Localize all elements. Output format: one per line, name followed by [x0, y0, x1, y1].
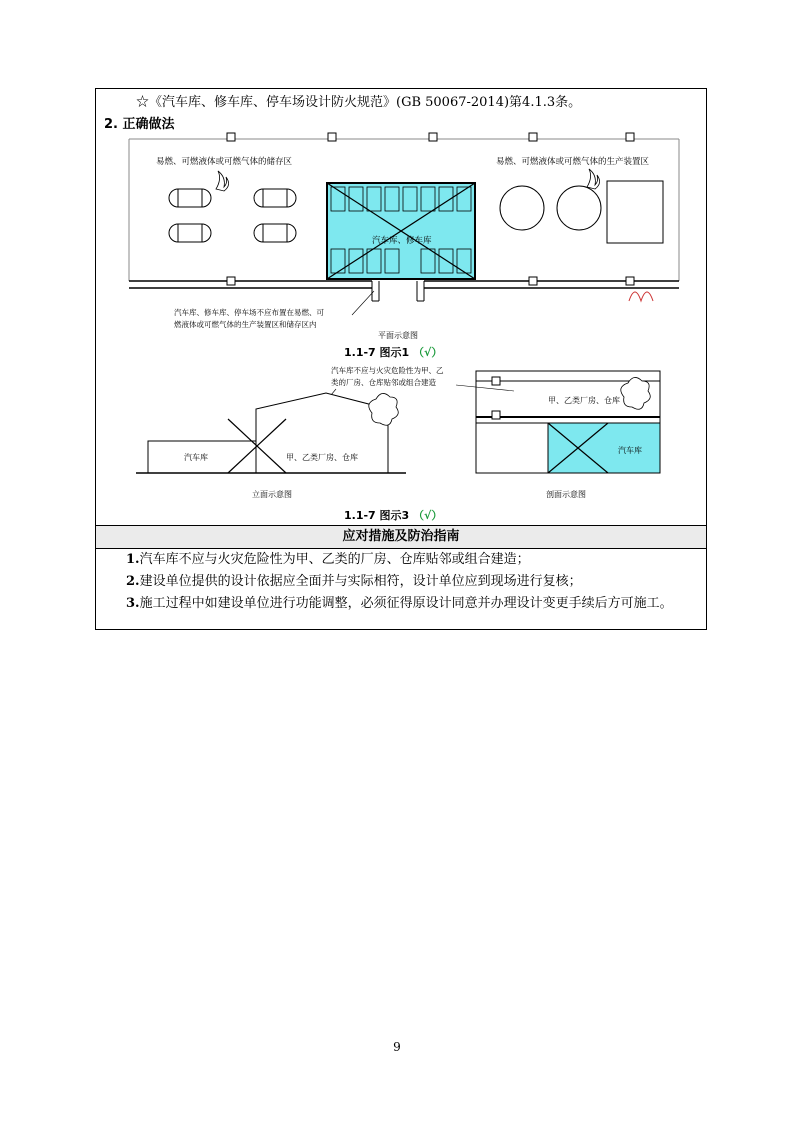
garage-label: 汽车库、修车库 — [372, 236, 432, 246]
figure3-check-mark: （√） — [413, 509, 443, 522]
elev-factory-label: 甲、乙类厂房、仓库 — [286, 453, 358, 462]
plan-note-line1: 汽车库、修车库、停车场不应布置在易燃、可 — [174, 308, 324, 317]
section-heading: 2. 正确做法 — [104, 117, 175, 132]
fig3-note-line2: 类的厂房、仓库贴邻或组合建造 — [331, 378, 436, 387]
guide-item-1: 1.汽车库不应与火灾危险性为甲、乙类的厂房、仓库贴邻或组合建造； — [126, 552, 530, 567]
plan-view-label: 平面示意图 — [378, 331, 418, 340]
page-number: 9 — [393, 1040, 401, 1054]
regulation-reference: ☆《汽车库、修车库、停车场设计防火规范》(GB 50067-2014)第4.1.3条。 — [136, 95, 582, 110]
sec-factory-label: 甲、乙类厂房、仓库 — [548, 396, 620, 405]
storage-zone-label: 易燃、可燃液体或可燃气体的储存区 — [156, 157, 293, 167]
elevation-section-diagram — [136, 361, 676, 503]
section-view-label: 剖面示意图 — [546, 490, 586, 499]
content-frame — [95, 88, 707, 630]
guide-heading: 应对措施及防治指南 — [96, 525, 706, 549]
guide-item-2: 2.建设单位提供的设计依据应全面并与实际相符，设计单位应到现场进行复核； — [126, 574, 582, 589]
elev-garage-label: 汽车库 — [184, 453, 208, 462]
figure3-caption: 1.1-7 图示3 （√） — [344, 509, 443, 522]
guide-item-3: 3.施工过程中如建设单位进行功能调整，必须征得原设计同意并办理设计变更手续后方可施工。 — [126, 596, 673, 611]
figure1-check-mark: （√） — [413, 346, 443, 359]
fig3-note-line1: 汽车库不应与火灾危险性为甲、乙 — [331, 366, 444, 375]
production-zone-label: 易燃、可燃液体或可燃气体的生产装置区 — [496, 157, 650, 167]
elevation-view-label: 立面示意图 — [252, 490, 292, 499]
plan-diagram — [124, 131, 684, 341]
figure1-caption: 1.1-7 图示1 （√） — [344, 346, 443, 359]
plan-note-line2: 燃液体或可燃气体的生产装置区和储存区内 — [174, 320, 317, 329]
sec-garage-label: 汽车库 — [618, 446, 642, 455]
